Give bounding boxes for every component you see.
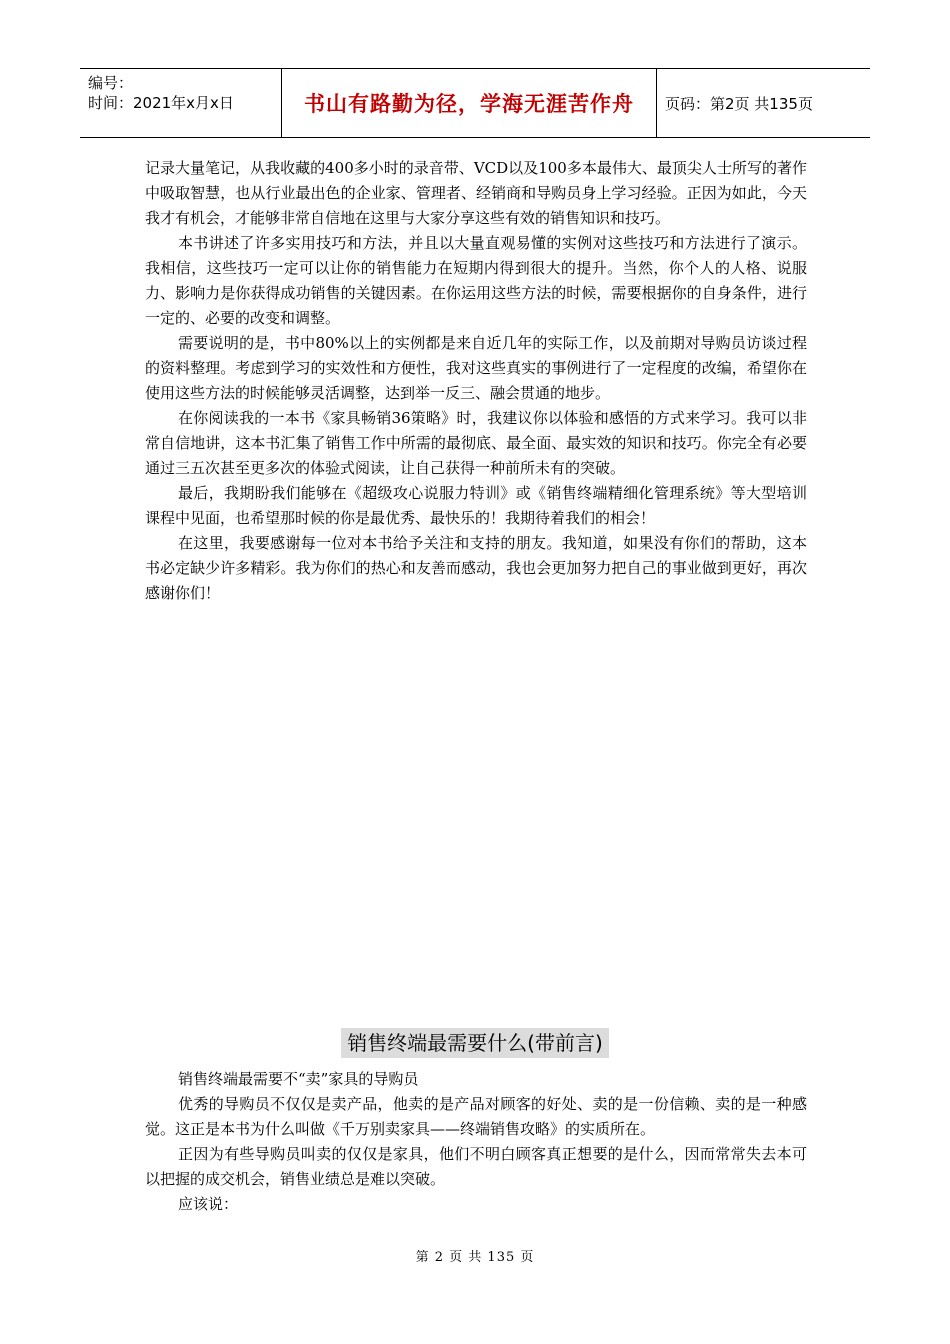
document-date: 时间：2021年x月x日 [88,94,234,112]
document-number-label: 编号： [88,74,134,92]
header-page-info: 页码：第2页 共135页 [665,94,813,113]
body-text-top [145,156,807,606]
paragraph: 本书讲述了许多实用技巧和方法，并且以大量直观易懂的实例对这些技巧和方法进行了演示。我相信，这些技巧一定可以让你的销售能力在短期内得到很大的提升。当然，你个人的人格、说服力、影响力是你获得成功销售的关键因素。在你运用这些方法的时候，需要根据你的自身条件，进行一定的、必要的改变和调整。 [145,234,807,327]
paragraph: 在这里，我要感谢每一位对本书给予关注和支持的朋友。我知道，如果没有你们的帮助，这本书必定缺少许多精彩。我为你们的热心和友善而感动，我也会更加努力把自己的事业做到更好，再次感谢你们！ [145,534,807,602]
page-footer: 第 2 页 共 135 页 [415,1250,535,1265]
paragraph: 需要说明的是，书中80%以上的实例都是来自近几年的实际工作，以及前期对导购员访谈过程的资料整理。考虑到学习的实效性和方便性，我对这些真实的事例进行了一定程度的改编，希望你在使用这些方法的时候能够灵活调整，达到举一反三、融会贯通的地步。 [145,334,807,402]
section-title-wrap [0,1028,950,1058]
body-text-bottom [145,1067,807,1217]
header-meta [80,69,282,137]
paragraph: 在你阅读我的一本书《家具畅销36策略》时，我建议你以体验和感悟的方式来学习。我可以非常自信地讲，这本书汇集了销售工作中所需的最彻底、最全面、最实效的知识和技巧。你完全有必要通过三五次甚至更多次的体验式阅读，让自己获得一种前所未有的突破。 [145,409,807,477]
page-header [80,68,870,138]
paragraph: 优秀的导购员不仅仅是卖产品，他卖的是产品对顾客的好处、卖的是一份信赖、卖的是一种感觉。这正是本书为什么叫做《千万别卖家具——终端销售攻略》的实质所在。 [145,1095,807,1138]
paragraph: 销售终端最需要不“卖”家具的导购员 [178,1070,419,1088]
header-motto: 书山有路勤为径，学海无涯苦作舟 [304,92,634,116]
paragraph: 记录大量笔记，从我收藏的400多小时的录音带、VCD以及100多本最伟大、最顶尖人士所写的著作中吸取智慧，也从行业最出色的企业家、管理者、经销商和导购员身上学习经验。正因为如此，今天我才有机会，才能够非常自信地在这里与大家分享这些有效的销售知识和技巧。 [145,159,807,227]
section-title: 销售终端最需要什么(带前言) [341,1028,609,1058]
paragraph: 应该说： [178,1195,239,1213]
paragraph: 最后，我期盼我们能够在《超级攻心说服力特训》或《销售终端精细化管理系统》等大型培训课程中见面，也希望那时候的你是最优秀、最快乐的！我期待着我们的相会！ [145,484,807,527]
paragraph: 正因为有些导购员叫卖的仅仅是家具，他们不明白顾客真正想要的是什么，因而常常失去本可以把握的成交机会，销售业绩总是难以突破。 [145,1145,807,1188]
header-motto-cell [282,69,657,137]
